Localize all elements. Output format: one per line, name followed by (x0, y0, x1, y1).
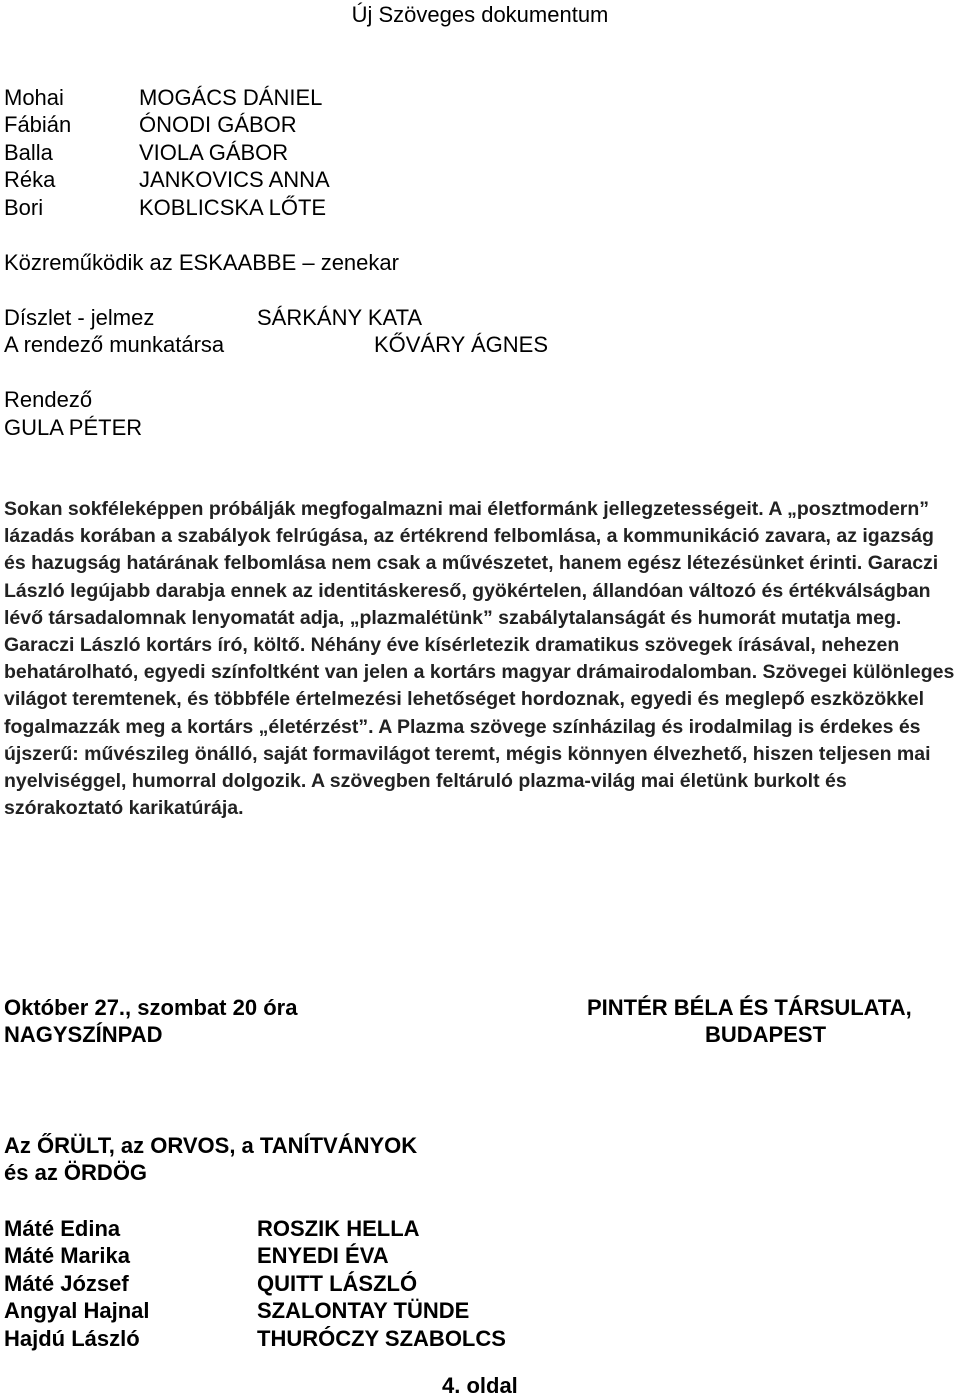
cast-role: Máté Edina (4, 1216, 121, 1241)
page-number: 4. oldal (442, 1373, 518, 1398)
cast-actor: QUITT LÁSZLÓ (257, 1271, 418, 1296)
cast-role: Bori (4, 195, 44, 220)
event-venue: NAGYSZÍNPAD (4, 1022, 163, 1047)
cast-role: Máté Marika (4, 1243, 130, 1268)
play-title: Az ŐRÜLT, az ORVOS, a TANÍTVÁNYOK (4, 1133, 418, 1158)
cast-role: Angyal Hajnal (4, 1298, 150, 1323)
event-date: Október 27., szombat 20 óra (4, 995, 298, 1020)
description (4, 496, 956, 822)
credit-name: SÁRKÁNY KATA (257, 305, 423, 330)
credit-name: KŐVÁRY ÁGNES (374, 332, 549, 357)
credit-label: Díszlet - jelmez (4, 305, 155, 330)
cast-actor: ROSZIK HELLA (257, 1216, 420, 1241)
company-city: BUDAPEST (705, 1022, 827, 1047)
page-title: Új Szöveges dokumentum (351, 2, 609, 27)
band-credit: Közreműködik az ESKAABBE – zenekar (4, 250, 399, 275)
cast-actor: ENYEDI ÉVA (257, 1243, 389, 1268)
credit-label: A rendező munkatársa (4, 332, 225, 357)
cast-actor: ÓNODI GÁBOR (139, 112, 297, 137)
description-paragraph: Sokan sokféleképpen próbálják megfogalmazni mai életformánk jellegzetességeit. A „posztmodern” lázadás korában a szabályok felrúgása, az értékrend felbomlása, a kommunikáció zavara, az igazság és hazugság határának felbomlása nem csak a művészetet, hanem egész létezésünket érinti. Garaczi László legújabb darabja ennek az identitáskereső, gyökértelen, állandóan változó és értékválságban lévő társadalomnak lenyomatát adja, „plazmalétünk” szabálytalanságát és humorát mutatja meg. (4, 498, 939, 629)
cast-actor: VIOLA GÁBOR (139, 140, 289, 165)
play-title: és az ÖRDÖG (4, 1160, 148, 1185)
description-paragraph: Garaczi László kortárs író, költő. Néhány éve kísérletezik dramatikus szövegek írásával, nehezen behatárolható, egyedi színfoltként van jelen a kortárs magyar drámairodalomban. Szövegei különleges világot teremtenek, és többféle értelmezési lehetőséget hordoznak, egyedi és meglepő eszközökkel fogalmazzák meg a kortárs „életérzést”. A Plazma szövege színházilag és irodalmilag is érdekes és újszerű: művészileg önálló, saját formavilágot teremt, mégis könnyen élvezhető, hiszen teljesen mai nyelviséggel, humorral dolgozik. A szövegben feltáruló plazma-világ mai életünk burkolt és szórakoztató karikatúrája. (4, 634, 955, 820)
cast-role: Balla (4, 140, 53, 165)
cast-role: Réka (4, 167, 56, 192)
cast-role: Máté József (4, 1271, 129, 1296)
cast-actor: SZALONTAY TÜNDE (257, 1298, 470, 1323)
director-name: GULA PÉTER (4, 415, 143, 440)
company-name: PINTÉR BÉLA ÉS TÁRSULATA, (587, 995, 912, 1020)
cast-role: Mohai (4, 85, 64, 110)
cast-role: Fábián (4, 112, 72, 137)
cast-role: Hajdú László (4, 1326, 140, 1351)
cast-actor: JANKOVICS ANNA (139, 167, 330, 192)
director-label: Rendező (4, 387, 93, 412)
cast-actor: THURÓCZY SZABOLCS (257, 1326, 506, 1351)
cast-actor: KOBLICSKA LŐTE (139, 195, 327, 220)
cast-actor: MOGÁCS DÁNIEL (139, 85, 323, 110)
